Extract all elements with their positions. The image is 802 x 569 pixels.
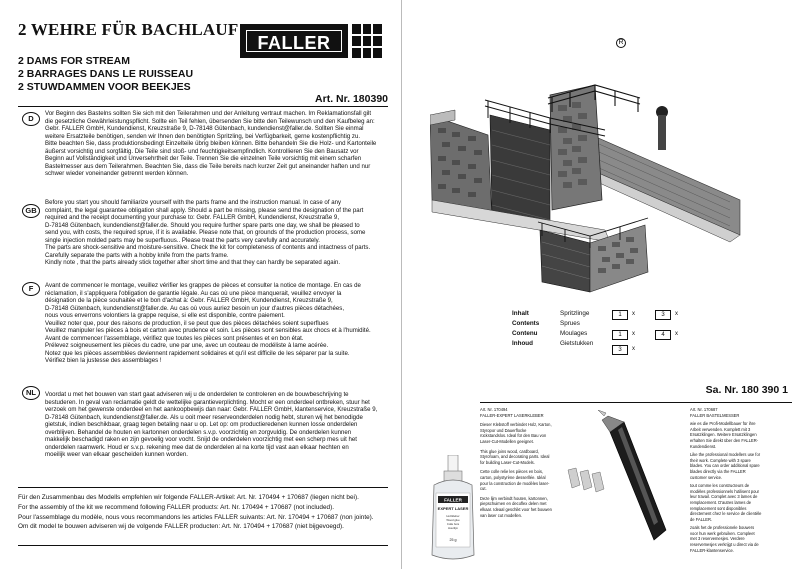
accessory-name: FALLER-EXPERT LASERKLEBER <box>480 412 544 418</box>
instruction-line: single injection molded parts may be superfluous.. Please treat the parts very carefully and accurately. <box>45 236 320 244</box>
instruction-line: send you, with costs, the required sprue, if it is available. Please note that, on grounds of the production process, some <box>45 229 366 237</box>
accessory-desc-en: Like the professional modellers use for their work. Complete with 3 spare blades. You can order additional spare blades directly via the FALLER customer service. <box>690 452 761 480</box>
quantity-box: 1 <box>612 330 628 340</box>
instruction-line: Avant de commencer l'assemblage, vérifiez que toutes les pièces sont présentes et en bon état. <box>45 334 304 342</box>
accessory-desc-fr: tout comme les constructeurs de modèles professionnels l'utilisent pour leur travail. Complet avec 3 lames de remplacement. D'autres lames de remplacement sont disponibles directement chez le service de clientèle de FALLER. <box>690 483 762 522</box>
instruction-line: nous vous enverrons volontiers la grappe requise, si elle est disponible, contre paiement. <box>45 312 285 320</box>
instruction-line: D-78148 Gütenbach, kundendienst@faller.de. Au cas où vous auriez besoin un jour d'autres pièces détachées, <box>45 304 345 312</box>
recommendation-en: For the assembly of the kit we recommend following FALLER products: Art. Nr. 170494 + 170687 (not included). <box>18 503 334 511</box>
contents-label-de: Inhalt <box>512 310 529 317</box>
instruction-line: Before you start you should familiarize yourself with the parts frame and the instruction manual. In case of any <box>45 199 342 206</box>
instruction-line: bestuderen. In geval van reclamatie geldt de wettelijke garantieverplichting. Mocht er een onderdeel ontbreken, stuur het <box>45 398 370 406</box>
instruction-line: schwer wieder voneinander getrennt werden können. <box>45 170 189 178</box>
instruction-line: D-78148 Gütenbach, kundendienst@faller.de. Should you require further spare parts one day, we shall be pleased to <box>45 221 360 229</box>
registered-icon: R <box>616 38 626 48</box>
multiply-symbol: x <box>632 311 635 317</box>
accessory-desc-nl: zoals het de professionele bouwers voor hun werk gebruiken. Compleet met 3 reservemesjes. Verdere reservemesjes verkrijgt u direct via de FALLER-klantenservice. <box>690 525 759 553</box>
instruction-line: Avant de commencer le montage, veuillez vérifier les grappes de pièces et consulter la notice de montage. En cas de <box>45 282 361 289</box>
sa-number: Sa. Nr. 180 390 1 <box>705 384 788 396</box>
instruction-line: Prélevez soigneusement les pièces du cadre, une par une, avec un couteau de modéliste à lame acérée. <box>45 342 329 350</box>
contents-item: Gietstukken <box>560 340 594 347</box>
faller-logo <box>240 20 624 62</box>
contents-item: Moulages <box>560 330 588 337</box>
logo-grid-icon <box>352 24 382 58</box>
instruction-line: Kindly note , that the parts already stick together after short time and that they can hardly be separated again. <box>45 259 341 267</box>
contents-label-en: Contents <box>512 320 540 327</box>
accessory-glue-text <box>480 407 552 518</box>
accessory-art-number: Art. Nr. 170494 <box>480 407 508 412</box>
contents-label-fr: Contenu <box>512 330 538 337</box>
recommendation-fr: Pour l'assemblage du modèle, nous vous recommandons les articles FALLER suivants: Art. Nr. 170494 + 170687 (non jointe). <box>18 513 374 521</box>
divider <box>18 106 388 107</box>
recommendations <box>18 493 388 532</box>
page-title: 2 WEHRE FÜR BACHLAUF <box>18 20 239 39</box>
contents-row <box>512 340 702 353</box>
divider <box>18 487 388 488</box>
bottle-label: Wood glue <box>446 518 460 522</box>
instructions-fr <box>45 282 388 365</box>
instruction-line: Veuillez noter que, pour des raisons de production, il se peut que des pièces détachées soient superflues <box>45 319 329 327</box>
instruction-line: désignation de la pièce souhaitée et le bon d'achat à: Gebr. FALLER GmbH, Kundendienst, Kreuzstraße 9, <box>45 297 333 305</box>
multiply-symbol: x <box>675 311 678 317</box>
accessory-desc-en: This glue joins wood, cardboard, Styrofoam, and decorating parts. Ideal for building Laser-Cut-Models. <box>480 448 550 465</box>
instruction-line: Bitte beachten Sie, dass produktionsbedingt Einzelteile übrig bleiben können. Bitte behandeln Sie die Holz- und Kartonteile <box>45 140 377 148</box>
instruction-line: D-78148 Gütenbach, kundendienst@faller.de. Als u ooit meer reserveonderdelen nodig hebt, sturen wij het benodigde <box>45 413 363 421</box>
lang-badge-de: D <box>22 112 40 126</box>
instruction-line: weitere Ersatzteile benötigen, senden wir Ihnen den benötigten Spritzling, bei Verfügbarkeit, gerne kostenpflichtig zu. <box>45 132 361 140</box>
bottle-label: Houtlijm <box>447 526 459 530</box>
quantity-box: 1 <box>612 310 628 320</box>
accessory-desc-nl: Deze lijm verbindt houten, kartonnen, piepschuimen en decoflex delen met elkaar. Ideaal geschikt voor het bouwen van laser cut modellen. <box>480 495 552 518</box>
quantity-box: 3 <box>655 310 671 320</box>
instruction-line: réclamation, il s'appliquera l'obligation de garantie légale. Au cas où une pièce manquerait, veuillez envoyer la <box>45 289 342 297</box>
contents-row <box>512 310 702 320</box>
divider <box>480 402 792 403</box>
instruction-line: äußerst vorsichtig und sorgfältig. Die Teile sind stoß- und feuchtigkeitsempfindlich. Kontrollieren Sie den Bausatz vor <box>45 147 359 155</box>
instruction-line: overblijven. Behandel de houten en kartonnen onderdelen s.v.p. voorzichtig en zorgvuldig. De onderdelen kunnen <box>45 428 352 436</box>
instruction-line: The parts are shock-sensitive and moisture-sensitive. Check the kit for completeness of contents and intactness of parts. <box>45 244 371 252</box>
accessory-desc-fr: Cette colle relie les pièces en bois, carton, polystyrène desserllée. Idéal pour la construction de modèles laser-cut. <box>480 469 550 492</box>
instruction-line: Vor Beginn des Bastelns sollten Sie sich mit den Teilerahmen und der Anleitung vertraut machen. Im Reklamationsfall gilt <box>45 110 372 117</box>
subtitle-en: 2 DAMS FOR STREAM <box>18 55 131 67</box>
instruction-line: Bastelmesser aus dem Teilerahmen. Beachten Sie, dass die Teile bereits nach kurzer Zeit gut aneinander haften und nur <box>45 162 371 170</box>
instruction-line: Voordat u met het bouwen van start gaat adviseren wij u de onderdelen te controleren en de bouwbeschrijving te <box>45 391 349 398</box>
divider <box>18 545 388 546</box>
article-number: Art. Nr. 180390 <box>315 93 388 105</box>
instruction-line: required and the receipt documenting your purchase to: Gebr. FALLER GmbH, Kundendienst, Kreuzstraße 9, <box>45 214 340 222</box>
instruction-page-right <box>402 0 802 569</box>
lang-badge-fr: F <box>22 282 40 296</box>
accessory-knife-text <box>690 407 762 553</box>
bottle-weight: 25 g <box>449 538 457 542</box>
instruction-line: onderdelen raamwerk. Houd er s.v.p. rekening mee dat de onderdelen al na korte tijd vast aan elkaar hechten en <box>45 443 349 451</box>
instructions-nl <box>45 391 388 459</box>
instruction-line: Carefully separate the parts with a hobby knife from the parts frame. <box>45 251 229 259</box>
instruction-line: moeilijk weer van elkaar gescheiden kunnen worden. <box>45 451 188 459</box>
bottle-label: Holzkleber <box>446 514 460 518</box>
subtitle-nl: 2 STUWDAMMEN VOOR BEEKJES <box>18 81 191 93</box>
subtitle-fr: 2 BARRAGES DANS LE RUISSEAU <box>18 68 194 80</box>
recommendation-nl: Om dit model te bouwen adviseren wij de volgende FALLER producten: Art. Nr. 170494 + 170687 (niet bijgevoegd). <box>18 523 344 531</box>
accessory-desc-de: wie es die Profi-Modellbauer für ihre Arbeit verwenden. Komplett mit 3 Ersatzklingen. Weitere Ersatzklingen erhalten Sie direkt über den FALLER-Kundendienst. <box>690 421 759 449</box>
contents-item: Spritzlinge <box>560 310 590 317</box>
instruction-line: complaint, the legal guarantee obligation shall apply. Should a part be missing, please send the designation of the part <box>45 206 364 214</box>
contents-item: Sprues <box>560 320 580 327</box>
instruction-line: verzoek om het gewenste onderdeel en het aankoopbewijs dan naar: Gebr. FALLER GmbH, klantenservice, Kreuzstraße 9, <box>45 406 378 414</box>
quantity-box: 3 <box>612 345 628 355</box>
instruction-line: die gesetzliche Gewährleistungspflicht. Sollte ein Teil fehlen, übersenden Sie bitte den Teilewunsch und den Kaufbeleg an: <box>45 117 375 125</box>
bottle-label: Colle bois <box>446 522 460 526</box>
quantity-box: 4 <box>655 330 671 340</box>
instruction-line: Vérifiez bien la justesse des assemblages ! <box>45 357 162 365</box>
accessory-art-number: Art. Nr. 170687 <box>690 407 718 412</box>
instruction-line: Notez que les pièces assemblées deviennent rapidement solidaires et qu'il est difficile de les séparer par la suite. <box>45 349 350 357</box>
instruction-line: Veuillez manipuler les pièces à bois et carton avec prudence et soin. Les pièces sont sensibles aux chocs et à l'humidité. <box>45 327 371 335</box>
dam-model-illustration <box>430 60 780 300</box>
instruction-line: gietstuk, indien beschikbaar, graag tegen betaling naar u op. Let op: om productieredenen kunnen losse onderdelen <box>45 421 358 429</box>
instruction-line: Beginn auf Vollständigkeit und Unversehrtheit der Teile. Trennen Sie die einzelnen Teile vorsichtig mit einem scharfen <box>45 155 362 163</box>
instructions-de <box>45 110 388 178</box>
multiply-symbol: x <box>632 346 635 352</box>
recommendation-de: Für den Zusammenbau des Modells empfehlen wir folgende FALLER-Artikel: Art. Nr. 170494 + 170687 (liegen nicht bei). <box>18 494 359 501</box>
multiply-symbol: x <box>675 331 678 337</box>
instruction-line: Gebr. FALLER GmbH, Kundendienst, Kreuzstraße 9, D-78148 Gütenbach, kundendienst@faller.de. Sollten Sie einmal <box>45 125 364 133</box>
accessory-name: FALLER BASTELMESSER <box>690 412 740 418</box>
bottle-label-title: EXPERT LASER <box>437 506 469 511</box>
contents-row <box>512 330 702 340</box>
multiply-symbol: x <box>632 331 635 337</box>
bottle-brand: FALLER <box>444 497 462 503</box>
hobby-knife-image <box>558 410 678 560</box>
accessory-desc-de: Dieser Klebstoff verbindet Holz, Karton, Styropor und Dauerflocke rückstandslos. Ideal für den Bau von Laser-Cut-Modellen geeignet. <box>480 422 552 444</box>
glue-bottle-image <box>424 455 482 565</box>
instructions-gb <box>45 199 388 267</box>
logo-wordmark: FALLER <box>246 30 342 52</box>
instruction-line: makkelijk beschadigd raken en zijn gevoelig voor vocht. Snijd de onderdelen voorzichtig met een scherp mes uit het <box>45 436 357 444</box>
lang-badge-nl: NL <box>22 386 40 400</box>
lang-badge-gb: GB <box>22 204 40 218</box>
contents-label-nl: Inhoud <box>512 340 533 347</box>
